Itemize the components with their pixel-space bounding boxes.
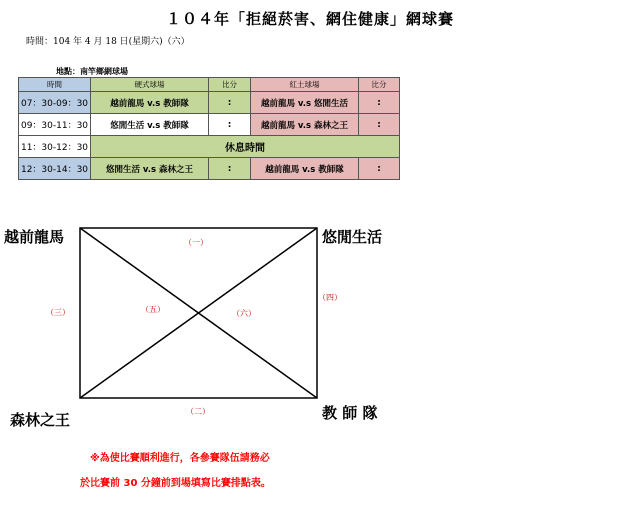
clay-court-match: 越前龍馬 v.s 教師隊 — [251, 158, 359, 180]
header-hard-court: 硬式球場 — [91, 78, 209, 92]
event-venue: 地點：南竿鄉網球場 — [56, 66, 128, 76]
row-time: 09：30-11：30 — [19, 114, 91, 136]
clay-score: : — [359, 92, 400, 114]
hard-score: : — [209, 158, 251, 180]
clay-court-match: 越前龍馬 v.s 森林之王 — [251, 114, 359, 136]
clay-score: : — [359, 158, 400, 180]
hard-score: : — [209, 92, 251, 114]
header-time: 時間 — [19, 78, 91, 92]
clay-score: : — [359, 114, 400, 136]
hard-court-match: 越前龍馬 v.s 教師隊 — [91, 92, 209, 114]
match-label-six: （六） — [232, 309, 256, 318]
notice-line-2: 於比賽前 30 分鐘前到場填寫比賽排點表。 — [80, 478, 271, 489]
hard-score: : — [209, 114, 251, 136]
page-title: １０４年「拒絕菸害、網住健康」網球賽 — [165, 10, 454, 28]
hard-court-match: 悠閒生活 v.s 森林之王 — [91, 158, 209, 180]
match-label-one: （一） — [184, 238, 208, 247]
row-time: 11：30-12：30 — [19, 136, 91, 158]
match-label-four: （四） — [318, 293, 342, 302]
event-time: 時間：104 年 4 月 18 日(星期六)（六） — [26, 37, 190, 47]
team-top-left: 越前龍馬 — [4, 228, 65, 246]
team-top-right: 悠閒生活 — [322, 228, 383, 246]
hard-court-match: 悠閒生活 v.s 教師隊 — [91, 114, 209, 136]
notice-line-1: ※為使比賽順利進行，各參賽隊伍請務必 — [90, 453, 270, 464]
break-cell: 休息時間 — [91, 136, 400, 158]
match-label-five: （五） — [141, 305, 165, 314]
header-hard-score: 比分 — [209, 78, 251, 92]
header-clay-score: 比分 — [359, 78, 400, 92]
team-bottom-left: 森林之王 — [10, 411, 71, 429]
match-label-two: （二） — [186, 407, 210, 416]
match-label-three: （三） — [46, 308, 70, 317]
team-bottom-right: 教 師 隊 — [322, 404, 378, 422]
row-time: 07：30-09：30 — [19, 92, 91, 114]
header-clay-court: 紅土球場 — [251, 78, 359, 92]
row-time: 12：30-14：30 — [19, 158, 91, 180]
clay-court-match: 越前龍馬 v.s 悠閒生活 — [251, 92, 359, 114]
